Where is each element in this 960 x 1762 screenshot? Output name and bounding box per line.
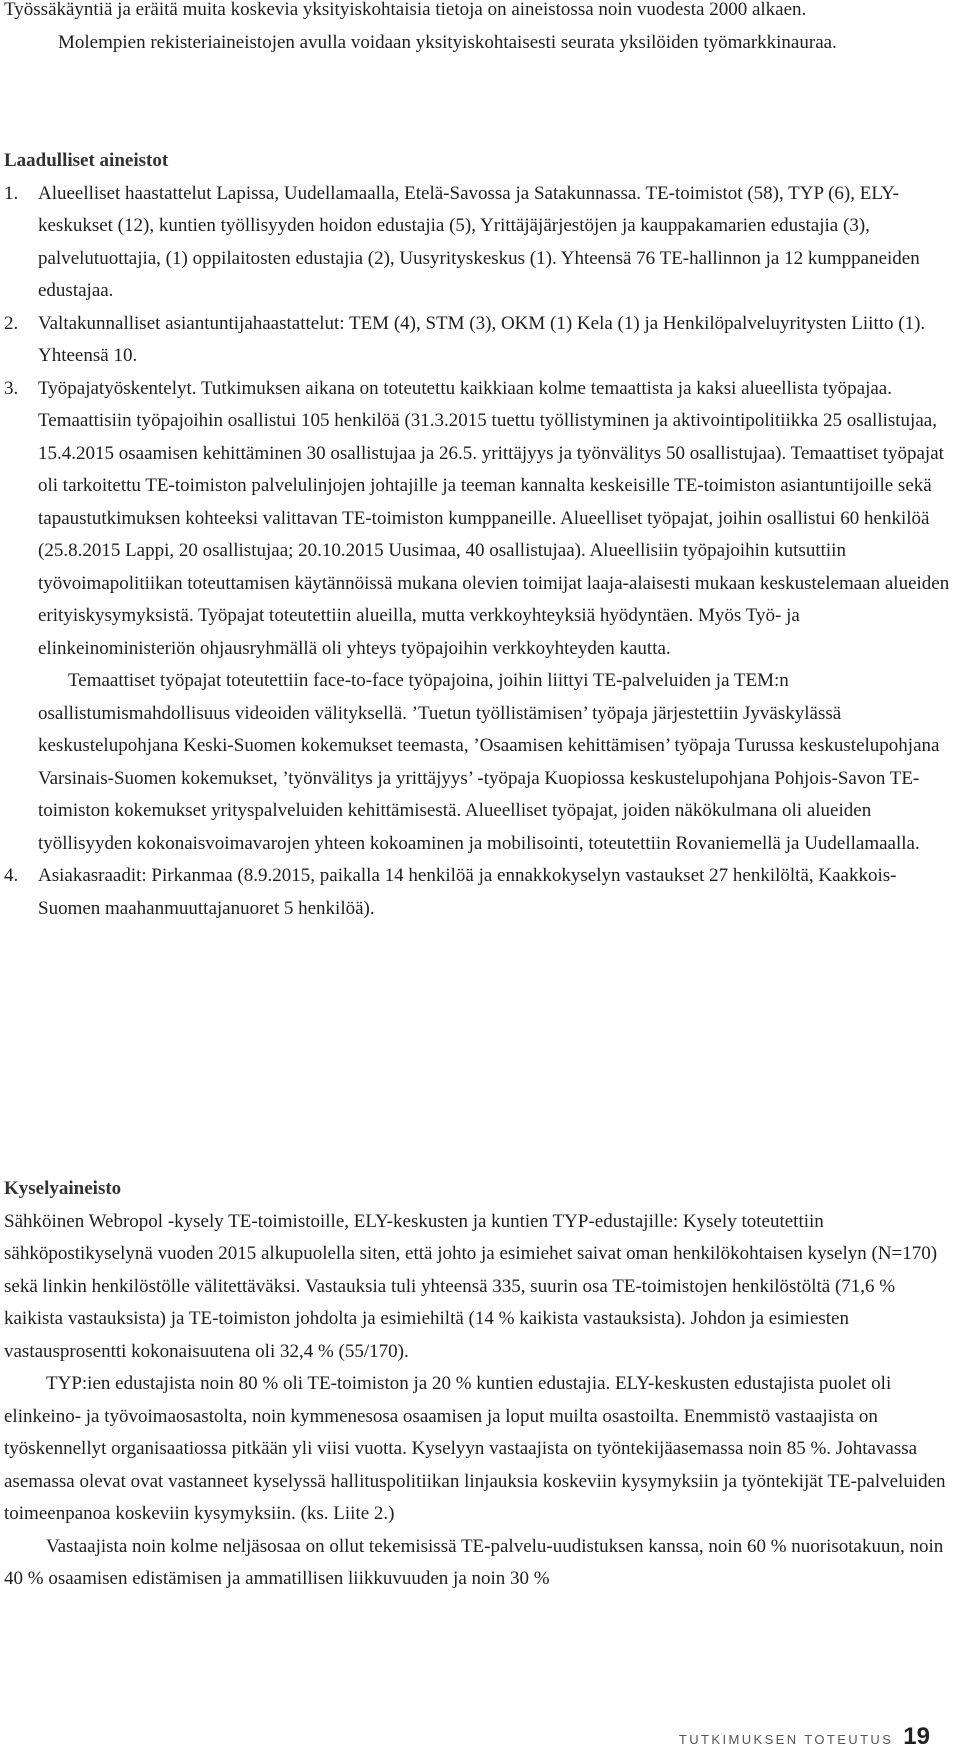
intro-paragraph-2: Molempien rekisteriaineistojen avulla voidaan yksityiskohtaisesti seurata yksilöiden työmarkkinauraa.	[58, 31, 837, 53]
survey-paragraph-1: Sähköinen Webropol -kysely TE-toimistoille, ELY-keskusten ja kuntien TYP-edustajille: Kysely toteutettiin sähköpostikyselynä vuoden 2015 alkupuolella siten, että johto ja esimiehet saivat oman henkilökohtaisen kyselyn (N=170) sekä linkin henkilöstölle välitettäväksi. Vastauksia tuli yhteensä 335, suurin osa TE-toimistojen henkilöstöltä (71,6 % kaikista vastauksista) ja TE-toimiston johdolta ja esimiehiltä (14 % kaikista vastauksista). Johdon ja esimiesten vastausprosentti kokonaisuutena oli 32,4 % (55/170).	[4, 1210, 938, 1362]
list-item-number: 4.	[4, 865, 19, 886]
list-item	[4, 860, 954, 925]
intro-paragraph-1: Työssäkäyntiä ja eräitä muita koskevia yksityiskohtaisia tietoja on aineistossa noin vuodesta 2000 alkaen.	[4, 0, 807, 20]
page-footer	[679, 1723, 930, 1751]
survey-paragraph-2: TYP:ien edustajista noin 80 % oli TE-toimiston ja 20 % kuntien edustajia. ELY-keskusten edustajista puolet oli elinkeino- ja työvoimaosastolta, noin kymmenesosa osaamisen ja loput muilta osastoilta. Enemmistö vastaajista on työskennellyt organisaatiossa pitkään yli viisi vuotta. Kyselyyn vastaajista on työntekijäasemassa noin 85 %. Johtavassa asemassa olevat ovat vastanneet kyselyssä hallituspolitiikan linjauksia koskeviin kysymyksiin ja työntekijät TE-palveluiden toimeenpanoa koskeviin kysymyksiin. (ks. Liite 2.)	[4, 1373, 946, 1524]
list-item	[4, 373, 954, 666]
footer-section-title: TUTKIMUKSEN TOTEUTUS	[678, 1732, 894, 1747]
list-item-extra-text: Temaattiset työpajat toteutettiin face-to-face työpajoina, joihin liittyi TE-palveluiden ja TEM:n osallistumismahdollisuus videoiden välityksellä. ’Tuetun työllistämisen’ työpaja järjestettiin Jyväskylässä keskustelupohjana Keski-Suomen kokemukset teemasta, ’Osaamisen kehittämisen’ työpaja Turussa keskustelupohjana Varsinais-Suomen kokemukset, ’työnvälitys ja yrittäjyys’ -työpaja Kuopiossa keskustelupohjana Pohjois-Savon TE-toimiston kokemukset yrityspalveluiden kehittämisestä. Alueelliset työpajat, joiden näkökulmana oli alueiden työllisyyden kokonaisvoimavarojen yhteen kokoaminen ja mobilisointi, toteutettiin Rovaniemellä ja Uudellamaalla.	[38, 670, 940, 854]
intro-section	[4, 0, 954, 59]
list-item-number: 1.	[4, 182, 19, 204]
list-item-text: Valtakunnalliset asiantuntijahaastattelut: TEM (4), STM (3), OKM (1) Kela (1) ja Henkilöpalveluyritysten Liitto (1). Yhteensä 10.	[38, 312, 926, 366]
list-item-continuation	[4, 665, 954, 860]
section-heading-survey: Kyselyaineisto	[4, 1178, 122, 1199]
list-item	[4, 178, 954, 308]
list-item-text: Asiakasraadit: Pirkanmaa (8.9.2015, paikalla 14 henkilöä ja ennakkokyselyn vastaukset 27 henkilöltä, Kaakkois-Suomen maahanmuuttajanuoret 5 henkilöä).	[38, 865, 897, 919]
list-item-text: Työpajatyöskentelyt. Tutkimuksen aikana on toteutettu kaikkiaan kolme temaattista ja kaksi alueellista työpajaa. Temaattisiin työpajoihin osallistui 105 henkilöä (31.3.2015 tuettu työllistyminen ja aktivointipolitiikka 25 osallistujaa, 15.4.2015 osaamisen kehittäminen 30 osallistujaa ja 26.5. yrittäjyys ja työnvälitys 50 osallistujaa). Temaattiset työpajat oli tarkoitettu TE-toimiston palvelulinjojen johtajille ja teeman kannalta keskeisille TE-toimiston asiantuntijoille sekä tapaustutkimuksen kohteeksi valittavan TE-toimiston kumppaneille. Alueelliset työpajat, joihin osallistui 60 henkilöä (25.8.2015 Lappi, 20 osallistujaa; 20.10.2015 Uusimaa, 40 osallistujaa). Alueellisiin työpajoihin kutsuttiin työvoimapolitiikan toteuttamisen käytännöissä mukana olevien toimijat laaja-alaisesti mukaan keskustelemaan alueiden erityiskysymyksistä. Työpajat toteutettiin alueilla, mutta verkkoyhteyksiä hyödyntäen. Myös Työ- ja elinkeinoministeriön ohjausryhmällä oli yhteys työpajoihin verkkoyhteyden kautta.	[38, 377, 950, 659]
list-item-text: Alueelliset haastattelut Lapissa, Uudellamaalla, Etelä-Savossa ja Satakunnassa. TE-toimistot (58), TYP (6), ELY-keskukset (12), kuntien työllisyyden hoidon edustajia (5), Yrittäjäjärjestöjen ja kauppakamarien edustajia (3), palvelutuottajia, (1) oppilaitosten edustajia (2), Uusyrityskeskus (1). Yhteensä 76 TE-hallinnon ja 12 kumppaneiden edustajaa.	[38, 182, 920, 301]
section-heading-qualitative: Laadulliset aineistot	[4, 150, 169, 171]
list-item-number: 3.	[4, 377, 19, 399]
survey-section	[4, 1173, 954, 1596]
survey-paragraph-3: Vastaajista noin kolme neljäsosaa on ollut tekemisissä TE-palvelu-uudistuksen kanssa, noin 60 % nuorisotakuun, noin 40 % osaamisen edistämisen ja ammatillisen liikkuvuuden ja noin 30 %	[4, 1535, 944, 1589]
list-item-number: 2.	[4, 312, 19, 334]
qualitative-section	[4, 145, 954, 925]
page-number: 19	[903, 1723, 930, 1750]
list-item	[4, 308, 954, 373]
